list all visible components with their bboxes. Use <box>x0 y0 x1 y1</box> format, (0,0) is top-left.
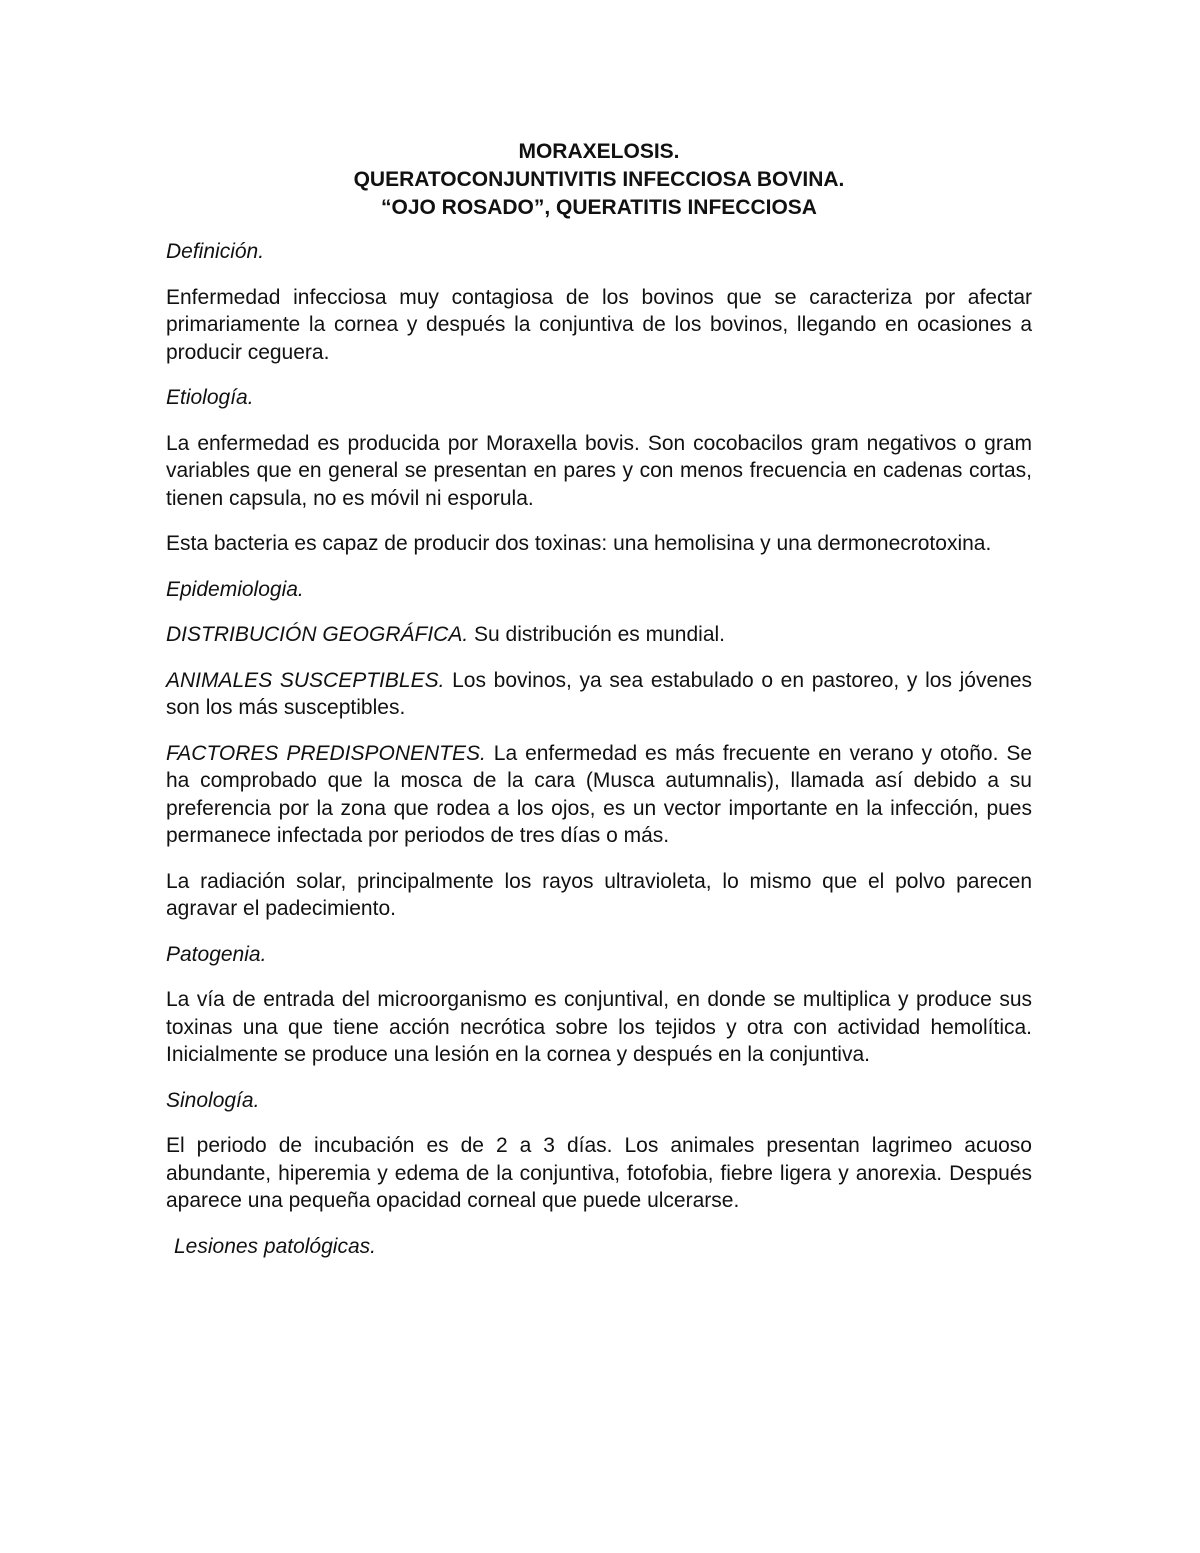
title-line-2: QUERATOCONJUNTIVITIS INFECCIOSA BOVINA. <box>353 168 845 191</box>
heading-patogenia: Patogenia. <box>166 942 267 966</box>
paragraph-etiologia-2: Esta bacteria es capaz de producir dos toxinas: una hemolisina y una dermonecrotoxina. <box>166 532 992 555</box>
heading-definicion: Definición. <box>166 240 265 263</box>
heading-etiologia: Etiología. <box>166 386 254 409</box>
paragraph-sinologia: El periodo de incubación es de 2 a 3 días. Los animales presentan lagrimeo acuoso abundante, hiperemia y edema de la conjuntiva, fotofobia, fiebre ligera y anorexia. Después aparece una pequeña opacidad corneal que puede ulcerarse. <box>166 1134 1032 1212</box>
heading-sinologia: Sinología. <box>166 1088 260 1112</box>
text-animales: Los bovinos, ya sea estabulado o en pastoreo, y los jóvenes son los más susceptibles. <box>166 668 1033 719</box>
label-factores: FACTORES PREDISPONENTES. <box>166 741 486 765</box>
title-line-3: “OJO ROSADO”, QUERATITIS INFECCIOSA <box>381 196 817 219</box>
paragraph-animales <box>166 667 1032 722</box>
paragraph-factores <box>166 740 1032 850</box>
title-line-1: MORAXELOSIS. <box>518 140 680 163</box>
document-body <box>166 138 1032 1278</box>
heading-epidemiologia: Epidemiologia. <box>166 577 304 601</box>
paragraph-etiologia-1: La enfermedad es producida por Moraxella bovis. Son cocobacilos gram negativos o gram variables que en general se presentan en pares y con menos frecuencia en cadenas cortas, tienen capsula, no es móvil ni esporula. <box>166 431 1032 510</box>
paragraph-patogenia: La vía de entrada del microorganismo es conjuntival, en donde se multiplica y produce sus toxinas una que tiene acción necrótica sobre los tejidos y otra con actividad hemolítica. Inicialmente se produce una lesión en la cornea y después en la conjuntiva. <box>166 988 1032 1066</box>
text-factores: La enfermedad es más frecuente en verano y otoño. Se ha comprobado que la mosca de la cara (Musca autumnalis), llamada así debido a su preferencia por la zona que rodea a los ojos, es un vector importante en la infección, pues permanece infectada por periodos de tres días o más. <box>166 741 1033 847</box>
label-animales: ANIMALES SUSCEPTIBLES. <box>166 668 445 692</box>
paragraph-definicion: Enfermedad infecciosa muy contagiosa de los bovinos que se caracteriza por afectar primariamente la cornea y después la conjuntiva de los bovinos, llegando en ocasiones a producir ceguera. <box>166 285 1032 364</box>
paragraph-distribucion <box>166 621 1032 649</box>
document-title <box>166 138 1032 222</box>
paragraph-radiacion: La radiación solar, principalmente los rayos ultravioleta, lo mismo que el polvo parecen agravar el padecimiento. <box>166 869 1032 920</box>
heading-lesiones: Lesiones patológicas. <box>174 1234 376 1258</box>
text-distribucion: Su distribución es mundial. <box>468 623 726 646</box>
label-distribucion: DISTRIBUCIÓN GEOGRÁFICA. <box>166 623 469 646</box>
